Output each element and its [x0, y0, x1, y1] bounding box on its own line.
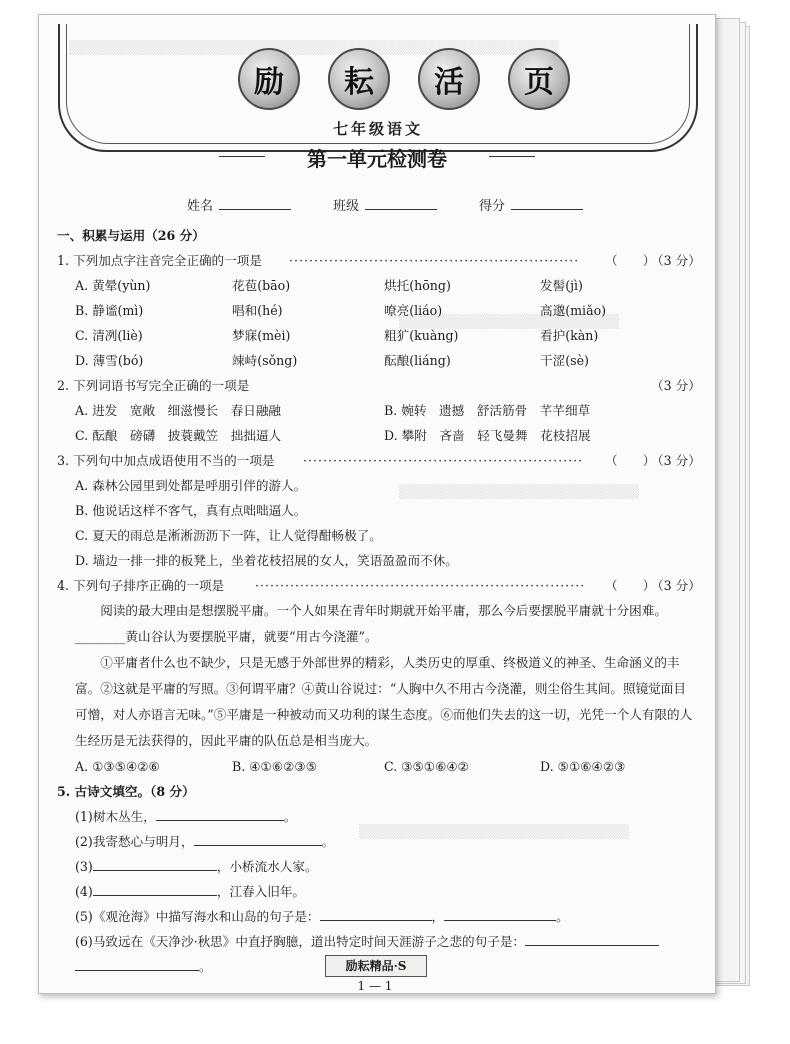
- fill-suffix: 。: [283, 809, 297, 824]
- passage-sentences: ①平庸者什么也不缺少，只是无感于外部世界的精彩，人类历史的厚重、终极道义的神圣、生命涵义的丰富。②这就是平庸的写照。③何谓平庸？④黄山谷说过：“人胸中久不用古今浇灌，则尘俗生其间。照镜觉面目可憎，对人亦语言无味。”⑤平庸是一种被动而又功利的谋生态度。⑥而他们失去的这一切，光凭一个人有限的人生经历是无法获得的，因此平庸的队伍总是相当庞大。: [75, 655, 693, 748]
- option-row: [57, 423, 697, 448]
- option: A. ①③⑤④②⑥: [75, 759, 160, 774]
- question-3-stem: [57, 448, 701, 473]
- bleed-through: ▒▒▒▒▒▒▒▒▒▒▒▒▒▒▒▒▒▒▒▒▒▒▒▒: [399, 485, 639, 500]
- option-row: [57, 323, 697, 348]
- question-4-stem: [57, 573, 701, 598]
- answer-blank[interactable]: [93, 881, 217, 896]
- answer-blank[interactable]: [194, 831, 322, 846]
- fill-prefix: (4): [75, 884, 93, 899]
- answer-paren[interactable]: （ ）: [605, 578, 656, 593]
- fill-prefix: (5)《观沧海》中描写海水和山岛的句子是：: [75, 909, 320, 924]
- option-row: [57, 523, 697, 548]
- question-5-stem: 5. 古诗文填空。（8 分）: [57, 784, 195, 799]
- answer-blank[interactable]: [525, 931, 659, 946]
- fill-suffix: 。: [321, 834, 335, 849]
- title-char: 励: [238, 48, 300, 110]
- option: 嘹亮(liáo): [384, 303, 443, 318]
- option-row: [57, 298, 697, 323]
- subject-label: 七年级语文: [332, 120, 423, 138]
- option: D. 薄雪(bó): [75, 353, 144, 368]
- fill-prefix: (1)树木丛生，: [75, 809, 156, 824]
- passage-paragraph: 阅读的最大理由是想摆脱平庸。一个人如果在青年时期就开始平庸，那么今后要摆脱平庸就十分困难。________黄山谷认为要摆脱平庸，就要“用古今浇灌”。: [75, 603, 667, 644]
- question-1-stem: [57, 248, 701, 273]
- option: 唱和(hé): [232, 303, 283, 318]
- option: 干涩(sè): [540, 353, 589, 368]
- fill-item: [57, 904, 697, 929]
- worksheet-page: [38, 14, 716, 994]
- option-row: [57, 273, 697, 298]
- option: B. 他说话这样不客气，真有点咄咄逼人。: [75, 503, 307, 518]
- option: 看护(kàn): [540, 328, 599, 343]
- option: B. ④①⑥②③⑤: [232, 759, 318, 774]
- option: 花苞(bāo): [232, 278, 291, 293]
- option: 发髻(jì): [540, 278, 583, 293]
- option: 梦寐(mèi): [232, 328, 291, 343]
- class-field[interactable]: [365, 195, 437, 210]
- question-score: （3 分）: [651, 578, 701, 593]
- question-score: （3 分）: [651, 378, 701, 393]
- questions: [57, 223, 701, 979]
- question-stem: 4. 下列句子排序正确的一项是: [57, 578, 225, 593]
- fill-item: [57, 854, 697, 879]
- question-stem: 1. 下列加点字注音完全正确的一项是: [57, 253, 262, 268]
- name-label: 姓名: [187, 199, 214, 214]
- option: D. ⑤①⑥④②③: [540, 759, 626, 774]
- class-label: 班级: [333, 199, 360, 214]
- answer-blank[interactable]: [93, 856, 217, 871]
- title-char: 活: [418, 48, 480, 110]
- option-row: [57, 498, 697, 523]
- option: C. 清冽(liè): [75, 328, 143, 343]
- bleed-through: ▒▒▒▒▒▒▒▒▒▒▒▒▒▒▒▒▒▒▒▒▒▒: [399, 315, 619, 330]
- unit-title: 第一单元检测卷: [219, 143, 535, 172]
- bleed-through: ▒▒▒▒▒▒▒▒▒▒▒▒▒▒▒▒▒▒▒▒▒▒▒▒▒▒▒▒▒▒▒▒▒▒▒▒▒▒▒▒▒▒▒▒▒▒▒▒▒: [69, 41, 559, 56]
- option: 高邈(miǎo): [540, 303, 607, 318]
- option: 粗犷(kuàng): [384, 328, 459, 343]
- leader-dots: ··································································: [255, 578, 586, 593]
- question-stem: 3. 下列句中加点成语使用不当的一项是: [57, 453, 275, 468]
- answer-blank[interactable]: [75, 956, 199, 971]
- leader-dots: ··························································: [289, 253, 580, 268]
- option: 竦峙(sǒng): [232, 353, 298, 368]
- bleed-through: ▒▒▒▒▒▒▒▒▒▒▒▒▒▒▒▒▒▒▒▒▒▒▒▒▒▒▒: [359, 825, 629, 840]
- fill-suffix: ，江春入旧年。: [216, 884, 305, 899]
- fill-prefix: (3): [75, 859, 93, 874]
- page-number: 1 — 1: [357, 979, 393, 993]
- title-char: 页: [508, 48, 570, 110]
- option: B. 婉转 遗撼 舒活筋骨 芊芊细草: [384, 403, 591, 418]
- answer-paren[interactable]: （ ）: [605, 453, 656, 468]
- fill-suffix: 。: [199, 959, 212, 974]
- fill-mid: ，: [431, 909, 445, 924]
- score-label: 得分: [479, 199, 506, 214]
- option: 酝酿(liáng): [384, 353, 451, 368]
- option: A. 森林公园里到处都是呼朋引伴的游人。: [75, 478, 307, 493]
- fill-item: [57, 879, 697, 904]
- option-row: [57, 398, 697, 423]
- option-row: [57, 348, 697, 373]
- option: A. 黄晕(yùn): [75, 278, 151, 293]
- question-score: （3 分）: [651, 253, 701, 268]
- question-2-stem: [57, 373, 701, 398]
- question-score: （3 分）: [651, 453, 701, 468]
- fill-suffix: ，小桥流水人家。: [216, 859, 318, 874]
- option-row: [57, 473, 697, 498]
- fill-suffix: 。: [556, 909, 569, 924]
- score-field[interactable]: [511, 195, 583, 210]
- leader-dots: ························································: [303, 453, 584, 468]
- answer-blank[interactable]: [444, 906, 556, 921]
- option: D. 攀附 吝啬 轻飞曼舞 花枝招展: [384, 428, 591, 443]
- option-row: [57, 754, 697, 779]
- fill-item: [57, 804, 697, 829]
- answer-paren[interactable]: （ ）: [605, 253, 656, 268]
- fill-prefix: (2)我寄愁心与明月，: [75, 834, 194, 849]
- brand-badge: 励耘精品·S: [325, 955, 427, 977]
- option: A. 进发 宽敞 细滋慢长 春日融融: [75, 403, 282, 418]
- answer-blank[interactable]: [156, 806, 284, 821]
- option: D. 墙边一排一排的板凳上，坐着花枝招展的女人，笑语盈盈而不休。: [75, 553, 458, 568]
- fill-prefix: (6)马致远在《天净沙·秋思》中直抒胸臆，道出特定时间天涯游子之悲的句子是：: [75, 934, 526, 949]
- answer-blank[interactable]: [320, 906, 432, 921]
- name-field[interactable]: [219, 195, 291, 210]
- option: 烘托(hōng): [384, 278, 451, 293]
- option: B. 静谧(mì): [75, 303, 144, 318]
- title-badges: [238, 48, 570, 110]
- title-banner: [58, 24, 698, 152]
- option: C. 夏天的雨总是淅淅沥沥下一阵，让人觉得酣畅极了。: [75, 528, 382, 543]
- question-stem: 2. 下列词语书写完全正确的一项是: [57, 378, 250, 393]
- option-row: [57, 548, 697, 573]
- fill-item: [57, 829, 697, 854]
- student-info: [187, 195, 583, 214]
- section-title: 一、积累与运用（26 分）: [57, 228, 205, 243]
- fill-item: [57, 929, 697, 954]
- option: C. ③⑤①⑥④②: [384, 759, 469, 774]
- title-char: 耘: [328, 48, 390, 110]
- option: C. 酝酿 磅礴 披蓑戴笠 拙拙逼人: [75, 428, 282, 443]
